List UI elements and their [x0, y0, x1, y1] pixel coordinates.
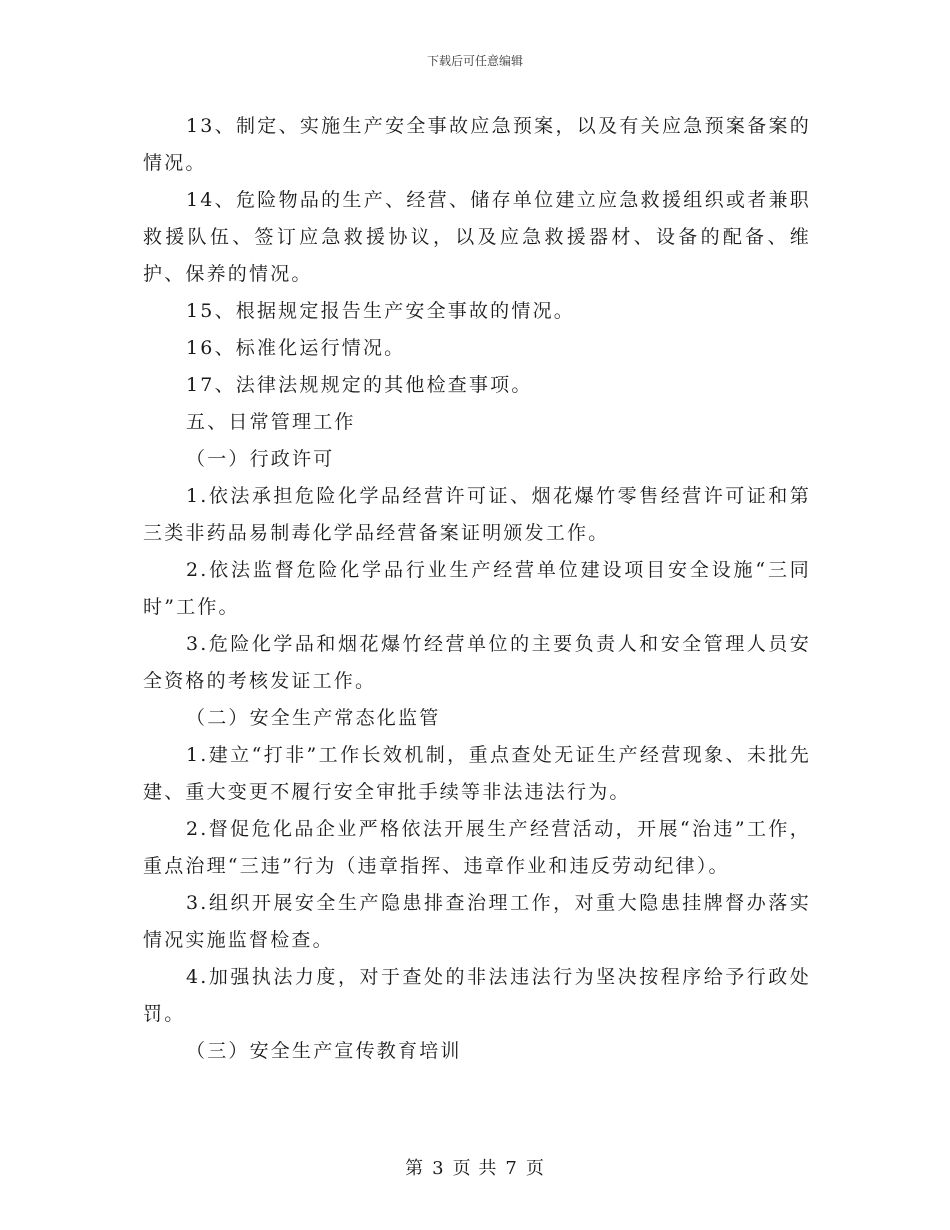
subsection-heading: （三）安全生产宣传教育培训 — [186, 1040, 462, 1062]
paragraph: 2.依法监督危险化学品行业生产经营单位建设项目安全设施“三同时”工作。 — [143, 559, 811, 618]
paragraph: 4.加强执法力度，对于查处的非法违法行为坚决按程序给予行政处罚。 — [143, 966, 811, 1025]
document-body — [143, 108, 811, 1070]
paragraph: 1.建立“打非”工作长效机制，重点查处无证生产经营现象、未批先建、重大变更不履行安全审批手续等非法违法行为。 — [143, 744, 811, 803]
footer-suffix: 页 — [525, 1158, 545, 1179]
paragraph: 15、根据规定报告生产安全事故的情况。 — [186, 300, 575, 322]
subsection-heading: （一）行政许可 — [186, 448, 335, 470]
subsection-heading: （二）安全生产常态化监管 — [186, 707, 441, 729]
paragraph: 16、标准化运行情况。 — [186, 337, 406, 359]
footer-prefix: 第 — [405, 1158, 425, 1179]
section-heading: 五、日常管理工作 — [186, 411, 356, 433]
paragraph: 13、制定、实施生产安全事故应急预案，以及有关应急预案备案的情况。 — [143, 115, 811, 174]
paragraph: 3.组织开展安全生产隐患排查治理工作，对重大隐患挂牌督办落实情况实施监督检查。 — [143, 892, 811, 951]
paragraph: 3.危险化学品和烟花爆竹经营单位的主要负责人和安全管理人员安全资格的考核发证工作。 — [143, 633, 811, 692]
page-header: 下载后可任意编辑 — [426, 54, 523, 68]
footer-middle: 页 共 — [452, 1158, 498, 1179]
paragraph: 1.依法承担危险化学品经营许可证、烟花爆竹零售经营许可证和第三类非药品易制毒化学品经营备案证明颁发工作。 — [143, 485, 811, 544]
paragraph: 14、危险物品的生产、经营、储存单位建立应急救援组织或者兼职救援队伍、签订应急救援协议，以及应急救援器材、设备的配备、维护、保养的情况。 — [143, 189, 811, 285]
paragraph: 2.督促危化品企业严格依法开展生产经营活动，开展“治违”工作，重点治理“三违”行为（违章指挥、违章作业和违反劳动纪律）。 — [143, 818, 811, 877]
current-page-number: 3 — [432, 1158, 445, 1179]
page-footer — [0, 1154, 950, 1180]
total-page-count: 7 — [505, 1158, 518, 1179]
paragraph: 17、法律法规规定的其他检查事项。 — [186, 374, 533, 396]
